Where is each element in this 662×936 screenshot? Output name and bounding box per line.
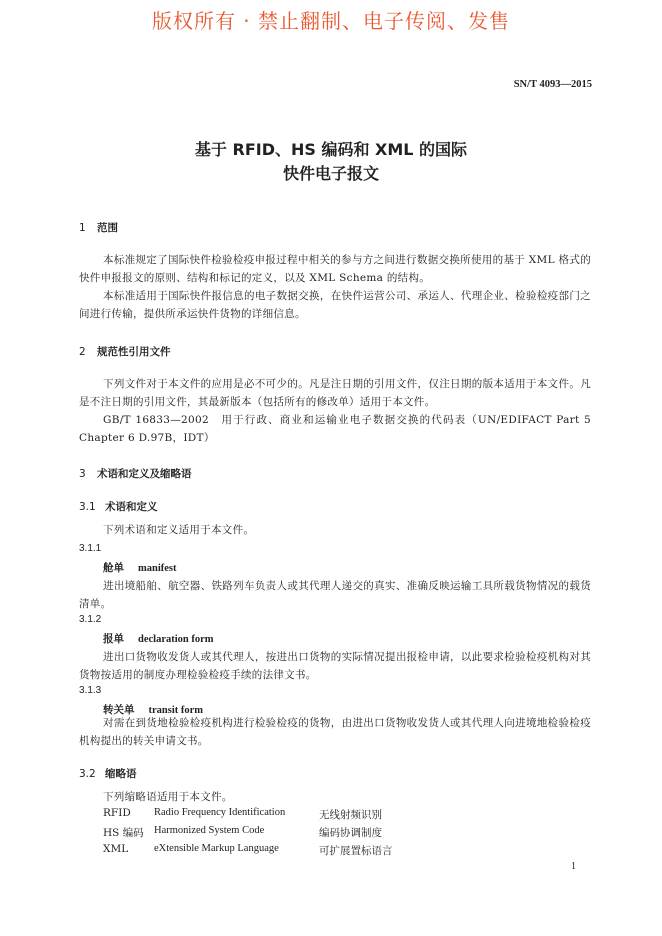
term-definition: 进出境船舶、航空器、铁路列车负责人或其代理人递交的真实、准确反映运输工具所载货物情况的载货清单。 <box>79 580 591 610</box>
section-number: 2 <box>79 346 86 358</box>
abbreviation: XML <box>103 843 129 855</box>
abbreviation-full: Radio Frequency Identification <box>154 807 286 818</box>
abbreviation-zh: 编码协调制度 <box>319 827 382 839</box>
abbreviation-zh: 无线射频识别 <box>319 809 382 821</box>
term-definition: 进出口货物收发货人或其代理人，按进出口货物的实际情况提出报检申请，以此要求检验检疫机构对其货物按适用的制度办理检验检疫手续的法律文书。 <box>79 651 591 681</box>
section-1-paragraph-2: 本标准适用于国际快件报信息的电子数据交换，在快件运营公司、承运人、代理企业、检验检疫部门之间进行传输，提供所承运快件货物的详细信息。 <box>79 290 591 320</box>
term-en: transit form <box>148 705 204 716</box>
section-3-1-heading <box>79 499 158 514</box>
term-definition: 对需在到货地检验检疫机构进行检验检疫的货物，由进出口货物收发货人或其代理人向进境地检验检疫机构提出的转关申请文书。 <box>79 717 591 747</box>
section-2-heading <box>79 344 171 359</box>
term-en: declaration form <box>138 634 214 645</box>
term-number: 3.1.3 <box>79 685 102 696</box>
section-title: 规范性引用文件 <box>97 346 171 358</box>
section-title: 范围 <box>97 222 118 234</box>
section-title: 术语和定义及缩略语 <box>97 468 192 480</box>
section-2-paragraph-1: 下列文件对于本文件的应用是必不可少的。凡是注日期的引用文件，仅注日期的版本适用于本文件。凡是不注日期的引用文件，其最新版本（包括所有的修改单）适用于本文件。 <box>79 378 591 408</box>
section-3-2-heading <box>79 766 137 781</box>
term-zh: 转关单 <box>103 704 135 716</box>
section-number: 3.2 <box>79 768 96 780</box>
standard-code: SN/T 4093—2015 <box>513 79 592 90</box>
term-en: manifest <box>138 563 177 574</box>
section-number: 3 <box>79 468 86 480</box>
document-title-line2: 快件电子报文 <box>282 164 379 183</box>
abbreviation-full: Harmonized System Code <box>154 825 265 836</box>
document-title-line1: 基于 RFID、HS 编码和 XML 的国际 <box>194 140 468 159</box>
section-title: 术语和定义 <box>105 501 158 513</box>
term-number: 3.1.1 <box>79 543 102 554</box>
section-number: 1 <box>79 222 86 234</box>
abbreviation: HS 编码 <box>103 827 144 839</box>
section-1-paragraph-1: 本标准规定了国际快件检验检疫申报过程中相关的参与方之间进行数据交换所使用的基于 XML 格式的快件申报报文的原则、结构和标记的定义，以及 XML Schema 的结构。 <box>79 254 591 284</box>
term-zh: 舱单 <box>103 562 124 574</box>
section-3-2-intro: 下列缩略语适用于本文件。 <box>103 791 233 803</box>
section-1-heading <box>79 220 118 235</box>
abbreviation-full: eXtensible Markup Language <box>154 843 279 854</box>
term-heading <box>103 560 177 575</box>
abbreviation: RFID <box>103 807 131 819</box>
term-zh: 报单 <box>103 633 124 645</box>
section-3-1-intro: 下列术语和定义适用于本文件。 <box>103 524 255 536</box>
section-title: 缩略语 <box>105 768 137 780</box>
section-2-reference: GB/T 16833—2002 用于行政、商业和运输业电子数据交换的代码表（UN/EDIFACT Part 5 Chapter 6 D.97B，IDT） <box>79 414 591 444</box>
section-3-heading <box>79 466 192 481</box>
page-number: 1 <box>571 861 576 872</box>
term-number: 3.1.2 <box>79 614 102 625</box>
term-heading <box>103 631 214 646</box>
abbreviation-zh: 可扩展置标语言 <box>319 845 393 857</box>
copyright-watermark: 版权所有 · 禁止翻制、电子传阅、发售 <box>151 9 511 33</box>
section-number: 3.1 <box>79 501 96 513</box>
